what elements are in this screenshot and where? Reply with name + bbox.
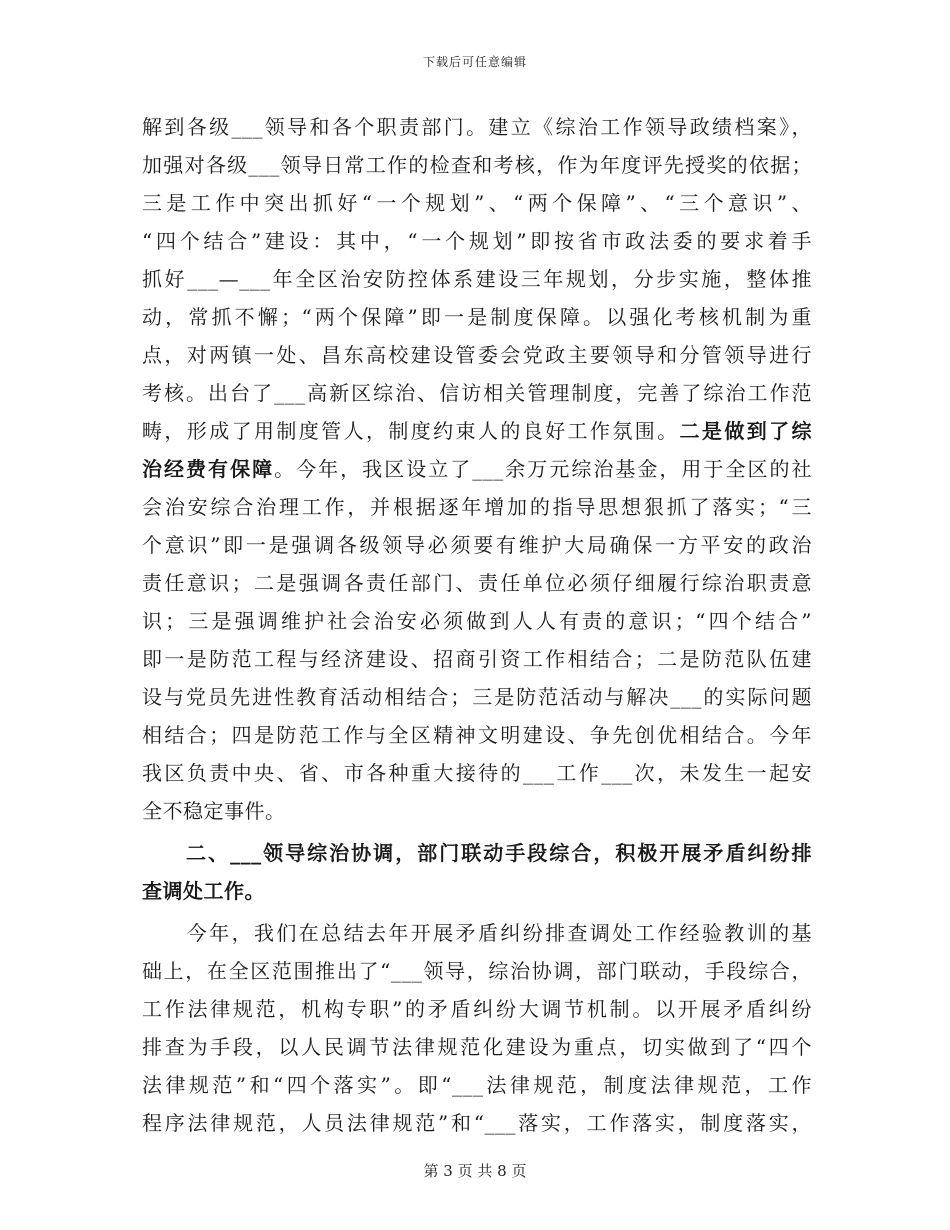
body-line: 相结合；四是防范工作与全区精神文明建设、争先创优相结合。今年 — [142, 723, 812, 747]
body-line: 解到各级___领导和各个职责部门。建立《综治工作领导政绩档案》， — [142, 115, 812, 139]
body-line: 责任意识；二是强调各责任部门、责任单位必须仔细履行综治职责意 — [142, 571, 812, 595]
body-line: 加强对各级___领导日常工作的检查和考核，作为年度评先授奖的依据； — [142, 153, 812, 177]
body-line: 程序法律规范，人员法律规范”和“___落实，工作落实，制度落实， — [142, 1111, 812, 1135]
body-line: 个意识”即一是强调各级领导必须要有维护大局确保一方平安的政治 — [142, 533, 812, 557]
body-line: 三是工作中突出抓好“一个规划”、“两个保障”、“三个意识”、 — [142, 191, 812, 215]
body-line: 工作法律规范，机构专职”的矛盾纠纷大调节机制。以开展矛盾纠纷 — [142, 997, 812, 1021]
body-line: 今年，我们在总结去年开展矛盾纠纷排查调处工作经验教训的基 — [142, 921, 812, 945]
body-line: 我区负责中央、省、市各种重大接待的___工作___次，未发生一起安 — [142, 761, 812, 785]
body-line: “四个结合”建设：其中，“一个规划”即按省市政法委的要求着手 — [142, 229, 812, 253]
body-line: 即一是防范工程与经济建设、招商引资工作相结合；二是防范队伍建 — [142, 647, 812, 671]
body-line: 设与党员先进性教育活动相结合；三是防范活动与解决___的实际问题 — [142, 685, 812, 709]
body-line: 础上，在全区范围推出了“___领导，综治协调，部门联动，手段综合， — [142, 959, 812, 983]
body-line-mixed — [142, 412, 812, 450]
body-text-bold: 二是做到了综 — [679, 419, 813, 443]
body-line: 考核。出台了___高新区综治、信访相关管理制度，完善了综治工作范 — [142, 381, 812, 405]
page-footer: 第 3 页 共 8 页 — [423, 1162, 527, 1180]
document-body — [142, 108, 812, 1142]
body-line: 动，常抓不懈；“两个保障”即一是制度保障。以强化考核机制为重 — [142, 305, 812, 329]
body-line: 会治安综合治理工作，并根据逐年增加的指导思想狠抓了落实；“三 — [142, 495, 812, 519]
body-line: 排查为手段，以人民调节法律规范化建设为重点，切实做到了“四个 — [142, 1035, 812, 1059]
page-header: 下载后可任意编辑 — [422, 55, 527, 69]
body-line: 法律规范”和“四个落实”。即“___法律规范，制度法律规范，工作 — [142, 1073, 812, 1097]
body-line-mixed — [142, 450, 812, 488]
section-heading: 二、___领导综治协调，部门联动手段综合，积极开展矛盾纠纷排 — [142, 841, 812, 865]
body-text-normal: 。今年，我区设立了___余万元综治基金，用于全区的社 — [274, 457, 813, 481]
body-text-normal: 畴，形成了用制度管人，制度约束人的良好工作氛围。 — [142, 419, 680, 443]
section-heading: 查调处工作。 — [142, 879, 265, 903]
body-line: 抓好___—___年全区治安防控体系建设三年规划，分步实施，整体推 — [142, 267, 812, 291]
body-text-bold: 治经费有保障 — [142, 457, 275, 481]
body-line: 识；三是强调维护社会治安必须做到人人有责的意识；“四个结合” — [142, 609, 812, 633]
body-line: 点，对两镇一处、昌东高校建设管委会党政主要领导和分管领导进行 — [142, 343, 812, 367]
body-line: 全不稳定事件。 — [142, 799, 286, 823]
